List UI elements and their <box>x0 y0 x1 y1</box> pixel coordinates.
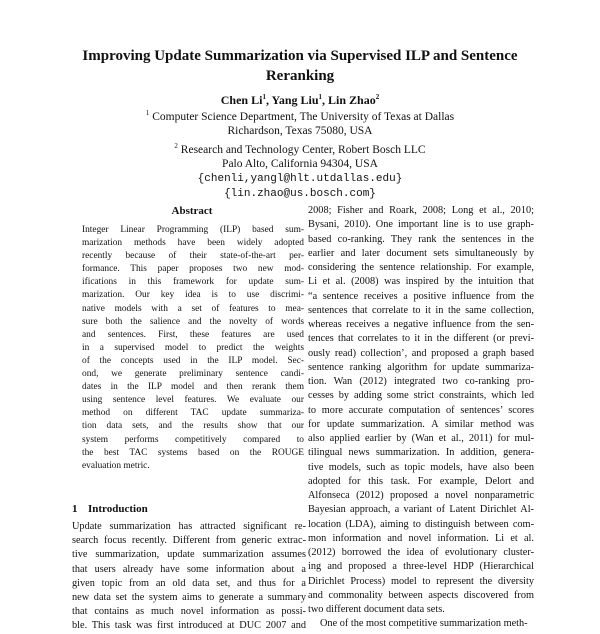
text-line: two different document data sets. <box>308 604 445 615</box>
text-line: based co-ranking. They rank the sentences in the <box>308 233 534 245</box>
section-heading <box>72 502 148 516</box>
affiliation-mark: 2 <box>174 142 178 151</box>
text-line: system performs competitively compared to <box>82 434 304 445</box>
text-line: considering the sentence relationship. For example, <box>308 262 534 273</box>
title-line-1: Improving Update Summarization via Supervised ILP and Sentence <box>82 48 518 64</box>
text-line: ously read) collection’, and proposed a graph based <box>308 347 534 359</box>
text-line: Bayesian approach, a variant of Latent Dirichlet Al- <box>308 504 534 516</box>
email-line-2: {lin.zhao@us.bosch.com} <box>224 187 376 200</box>
text-line: given topic from an old data set, and thus for a <box>72 577 306 589</box>
text-line: “a sentence receives a positive influence from the <box>308 290 534 302</box>
text-line: evaluation metric. <box>82 460 150 471</box>
abstract-heading: Abstract <box>171 205 213 217</box>
text-line: marization. Our key idea is to use discrimi- <box>82 290 304 301</box>
affiliation-1-line-2: Richardson, Texas 75080, USA <box>227 125 373 138</box>
text-line: the best TAC systems based on the ROUGE <box>82 447 304 458</box>
section-title: Introduction <box>88 503 148 515</box>
text-line: tences that correlates to it in the different (or previ- <box>308 333 534 345</box>
text-line: marization methods have been widely adopted <box>82 238 304 249</box>
text-line: adopted for this task. For example, Delort and <box>308 475 534 487</box>
text-line: mon information and novel information. Li et al. <box>308 532 534 544</box>
text-line: of the concepts used in the ILP model. Sec- <box>82 355 304 366</box>
text-line: in a supervised model to predict the weights <box>82 342 304 353</box>
author-affil-mark: 1 <box>262 93 266 101</box>
affiliation-1-line-1 <box>0 106 600 124</box>
text-line: tion. Wan (2012) integrated two co-ranking pro- <box>308 376 534 387</box>
affiliations <box>0 106 600 201</box>
title-line-2: Reranking <box>265 68 335 84</box>
text-line: ifications in this framework for update sum- <box>82 277 304 288</box>
text-line: tion data sets, and the results show that our <box>82 421 304 432</box>
author-name: Chen Li <box>220 93 263 107</box>
author-affil-mark: 2 <box>375 93 380 101</box>
text-line: formance. This paper proposes two new mod- <box>82 264 304 275</box>
text-line: using sentence level features. We evaluate our <box>82 395 304 406</box>
text-line: Update summarization has attracted significant re- <box>72 521 306 532</box>
text-line: whereas receives a negative influence from the sen- <box>308 319 534 330</box>
author-name: Yang Liu <box>271 93 319 107</box>
author-separator: , <box>265 93 272 107</box>
author-separator: , <box>322 93 329 107</box>
email-line-1: {chenli,yangl@hlt.utdallas.edu} <box>197 173 403 186</box>
text-line: sentence ranking algorithm for update summariza- <box>308 361 534 373</box>
author-name: Lin Zhao <box>328 93 376 107</box>
text-line: ing and proposed a three-level HDP (Hierarchical <box>308 561 534 573</box>
text-line: Integer Linear Programming (ILP) based sum- <box>82 225 304 235</box>
text-line: ond, we generate preliminary sentence candi- <box>82 369 304 380</box>
text-line: and sentences. First, these features are used <box>82 329 304 340</box>
affiliation-2-line-2: Palo Alto, California 94304, USA <box>222 158 378 171</box>
text-line: Bysani, 2010). One important line is to use graph- <box>308 219 534 231</box>
text-line: and commonality between aspects discovered from <box>308 589 534 601</box>
text-line: that contains as much novel information as possi- <box>72 606 306 618</box>
affiliation-2-line-1 <box>0 139 600 157</box>
text-line: ble. This task was first introduced at DUC 2007 and <box>72 620 306 632</box>
introduction-text <box>72 520 306 634</box>
text-line: that users already have some information about a <box>72 563 306 575</box>
text-line: (2012) borrowed the idea of evolutionary cluster- <box>308 547 534 558</box>
text-line: One of the most competitive summarization meth- <box>320 618 528 630</box>
text-line: tilingual news summarization. In addition, genera- <box>308 447 534 459</box>
text-line: earlier and later document sets simultaneously by <box>308 247 534 259</box>
affiliation-text: Computer Science Department, The University of Texas at Dallas <box>152 110 455 123</box>
text-line: 2008; Fisher and Roark, 2008; Long et al., 2010; <box>308 205 534 216</box>
text-line: native models with a set of features to mea- <box>82 303 304 314</box>
text-line: search focus recently. Different from generic extrac- <box>72 535 306 547</box>
text-line: sentences that correlate to it in the same collection, <box>308 304 534 316</box>
text-line: to more accurate computation of sentences’ scores <box>308 404 534 416</box>
author-affil-mark: 1 <box>318 93 323 101</box>
right-column-text <box>308 204 534 632</box>
affiliation-text: Research and Technology Center, Robert Bosch LLC <box>180 143 426 156</box>
text-line: dates in the ILP model and then rerank them <box>82 382 304 393</box>
text-line: method on different TAC update summariza- <box>82 408 304 419</box>
affiliation-mark: 1 <box>145 109 150 117</box>
abstract-text <box>82 224 304 473</box>
text-line: tive models, such as topic models, have also been <box>308 461 534 473</box>
text-line: recently because of their state-of-the-art per- <box>82 251 304 262</box>
text-line: cesses by adding some strict constraints, which led <box>308 390 534 402</box>
text-line: sure both the salience and the novelty of words <box>82 316 304 327</box>
text-line: Alfonseca (2012) proposed a novel nonparametric <box>308 490 534 501</box>
text-line: tive summarization, update summarization assumes <box>72 549 306 561</box>
text-line: location (LDA), aiming to distinguish between com- <box>308 518 534 530</box>
section-number: 1 <box>72 503 78 515</box>
text-line: Dirichlet Process) model to represent the diversity <box>308 575 534 587</box>
paper-title <box>40 46 560 86</box>
text-line: for update summarization. A similar method was <box>308 418 534 430</box>
text-line: Li et al. (2008) was inspired by the intuition that <box>308 276 534 288</box>
text-line: new data set the system aims to generate a summary <box>72 592 306 604</box>
text-line: also applied earlier by (Wan et al., 2011) for mul- <box>308 433 534 444</box>
